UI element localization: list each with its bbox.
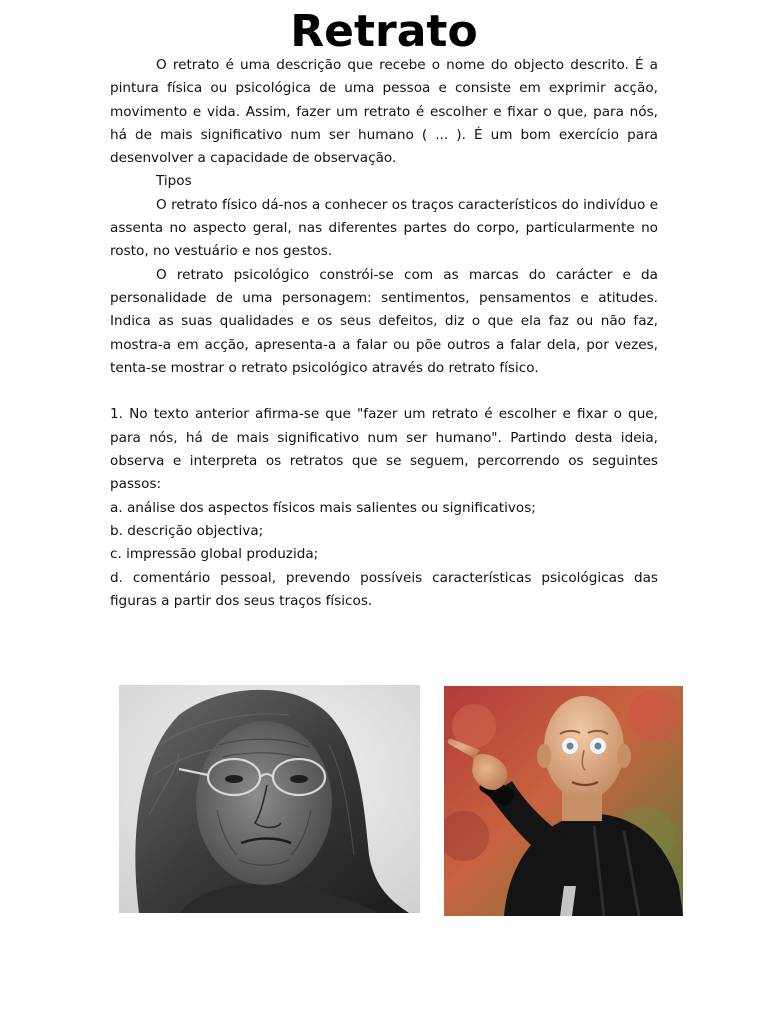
blank-line [110, 380, 658, 403]
document-body [110, 54, 658, 613]
exercise-step-c: c. impressão global produzida; [110, 546, 319, 563]
exercise-step-d: d. comentário pessoal, prevendo possíveis características psicológicas das figuras a partir dos seus traços físicos. [110, 569, 658, 609]
paragraph-retrato-fisico: O retrato físico dá-nos a conhecer os traços característicos do indivíduo e assenta no aspecto geral, nas diferentes partes do corpo, particularmente no rosto, no vestuário e nos gestos. [110, 196, 658, 260]
paragraph-tipos-heading: Tipos [156, 173, 192, 190]
page-title: Retrato [290, 6, 478, 57]
paragraph-retrato-psicologico: O retrato psicológico constrói-se com as marcas do carácter e da personalidade de uma personagem: sentimentos, pensamentos e atitudes. Indica as suas qualidades e os seus defeitos, diz o que ela faz ou não faz, mostra-a em acção, apresenta-a a falar ou põe outros a falar dela, por vezes, tenta-se mostrar o retrato psicológico através do retrato físico. [110, 266, 658, 376]
exercise-step-b: b. descrição objectiva; [110, 522, 264, 539]
elderly-woman-photo [119, 685, 420, 913]
exercise-step-a: a. análise dos aspectos físicos mais salientes ou significativos; [110, 499, 536, 516]
exercise-question: 1. No texto anterior afirma-se que "fazer um retrato é escolher e fixar o que, para nós, há de mais significativo num ser humano". Partindo desta ideia, observa e interpreta os retratos que se seguem, percorrendo os seguintes passos: [110, 406, 658, 493]
paragraph-intro: O retrato é uma descrição que recebe o nome do objecto descrito. É a pintura física ou psicológica de uma pessoa e consiste em exprimir acção, movimento e vida. Assim, fazer um retrato é escolher e fixar o que, para nós, há de mais significativo num ser humano ( ... ). É um bom exercício para desenvolver a capacidade de observação. [110, 57, 658, 167]
referee-photo [444, 686, 683, 916]
